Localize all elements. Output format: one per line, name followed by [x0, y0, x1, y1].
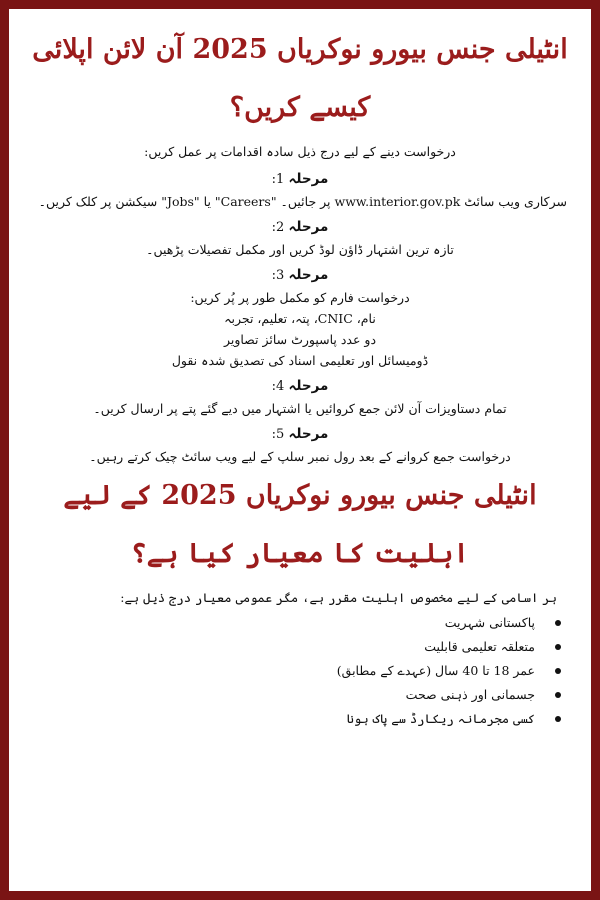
list-item — [25, 683, 535, 707]
step-heading — [25, 168, 575, 191]
step-text: درخواست فارم کو مکمل طور پر پُر کریں: — [190, 290, 410, 305]
step-3 — [25, 264, 575, 371]
step-number: 4: — [271, 379, 285, 394]
step-number: 2: — [271, 220, 285, 235]
step-2 — [25, 216, 575, 260]
criteria-intro: ہر اسامی کے لیے مخصوص اہلیت مقرر ہے، مگر عمومی معیار درج ذیل ہے: — [120, 590, 557, 605]
list-item — [25, 611, 535, 635]
list-item — [25, 635, 535, 659]
list-item-text: جسمانی اور ذہنی صحت — [405, 687, 535, 702]
heading-how-to-apply: انٹیلی جنس بیورو نوکریاں 2025 آن لائن اپلائی کیسے کریں؟ — [32, 34, 568, 123]
step-5 — [25, 423, 575, 467]
step-subitem: ڈومیسائل اور تعلیمی اسناد کی تصدیق شدہ نقول — [171, 353, 429, 368]
page-frame — [9, 9, 591, 891]
step-heading — [25, 423, 575, 446]
heading-eligibility: انٹیلی جنس بیورو نوکریاں 2025 کے لیے اہلیت کا معیار کیا ہے؟ — [63, 480, 537, 569]
step-4 — [25, 375, 575, 419]
bullet-icon — [555, 644, 561, 650]
step-label: مرحلہ — [288, 267, 329, 283]
step-label: مرحلہ — [288, 426, 329, 442]
step-subitem: نام، CNIC، پتہ، تعلیم، تجربہ — [224, 311, 376, 326]
step-text: تمام دستاویزات آن لائن جمع کروائیں یا اشتہار میں دیے گئے پتے پر ارسال کریں۔ — [93, 401, 507, 416]
article-body — [9, 9, 591, 731]
step-heading — [25, 375, 575, 398]
list-item-text: متعلقہ تعلیمی قابلیت — [424, 639, 535, 654]
list-item-text: عمر 18 تا 40 سال (عہدے کے مطابق) — [336, 663, 535, 678]
bullet-icon — [555, 716, 561, 722]
step-label: مرحلہ — [288, 378, 329, 394]
step-number: 5: — [271, 427, 285, 442]
step-heading — [25, 264, 575, 287]
step-subitem: دو عدد پاسپورٹ سائز تصاویر — [223, 332, 377, 347]
step-1 — [25, 168, 575, 212]
step-label: مرحلہ — [288, 171, 329, 187]
step-text: تازہ ترین اشتہار ڈاؤن لوڈ کریں اور مکمل تفصیلات پڑھیں۔ — [146, 242, 454, 257]
list-item — [25, 659, 535, 683]
step-label: مرحلہ — [288, 219, 329, 235]
bullet-icon — [555, 620, 561, 626]
list-item-text: کسی مجرمانہ ریکارڈ سے پاک ہونا — [346, 711, 535, 726]
step-number: 1: — [271, 172, 285, 187]
bullet-icon — [555, 692, 561, 698]
bullet-icon — [555, 668, 561, 674]
step-heading — [25, 216, 575, 239]
list-item — [25, 707, 535, 731]
steps-intro: درخواست دینے کے لیے درج ذیل سادہ اقدامات پر عمل کریں: — [144, 144, 456, 159]
criteria-list — [25, 611, 575, 731]
step-number: 3: — [271, 268, 285, 283]
step-text: سرکاری ویب سائٹ www.interior.gov.pk پر جائیں۔ "Careers" یا "Jobs" سیکشن پر کلک کریں۔ — [38, 194, 567, 209]
list-item-text: پاکستانی شہریت — [444, 615, 535, 630]
step-text: درخواست جمع کروانے کے بعد رول نمبر سلپ کے لیے ویب سائٹ چیک کرتے رہیں۔ — [89, 449, 511, 464]
